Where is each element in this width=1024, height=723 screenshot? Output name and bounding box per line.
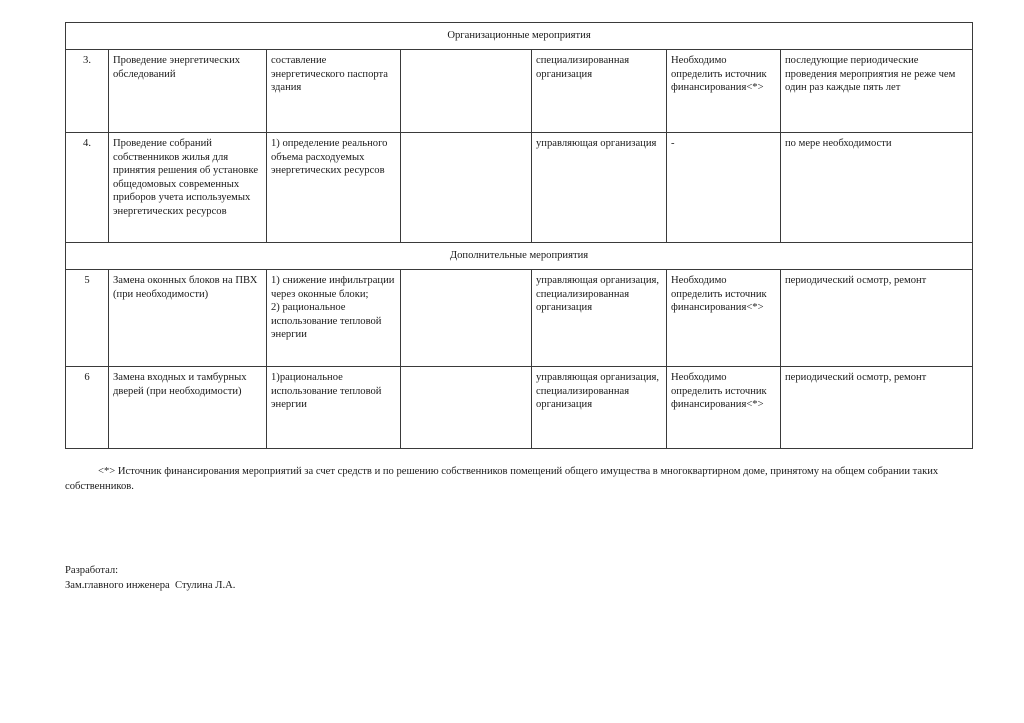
timing-cell: по мере необходимости bbox=[781, 133, 973, 243]
effect-cell bbox=[401, 133, 532, 243]
section-title: Организационные мероприятия bbox=[66, 23, 973, 50]
financing-footnote: <*> Источник финансирования мероприятий за счет средств и по решению собственников помещений общего имущества в многоквартирном доме, принятому на общем собрании таких собственников. bbox=[65, 466, 939, 492]
executor-cell: управляющая организация, специализированная организация bbox=[532, 270, 667, 367]
section-title: Дополнительные мероприятия bbox=[66, 243, 973, 270]
content-cell: составление энергетического паспорта здания bbox=[267, 50, 401, 133]
measure-cell: Замена входных и тамбурных дверей (при необходимости) bbox=[109, 367, 267, 449]
measure-cell: Замена оконных блоков на ПВХ (при необходимости) bbox=[109, 270, 267, 367]
measures-table bbox=[65, 22, 973, 449]
financing-cell: Необходимо определить источник финансирования<*> bbox=[667, 367, 781, 449]
signoff-person: Зам.главного инженера Стулина Л.А. bbox=[65, 580, 236, 591]
executor-cell: управляющая организация bbox=[532, 133, 667, 243]
timing-cell: последующие периодические проведения мероприятия не реже чем один раз каждые пять лет bbox=[781, 50, 973, 133]
row-number: 6 bbox=[66, 367, 109, 449]
financing-cell: - bbox=[667, 133, 781, 243]
effect-cell bbox=[401, 367, 532, 449]
table-row bbox=[66, 367, 973, 449]
financing-cell: Необходимо определить источник финансирования<*> bbox=[667, 270, 781, 367]
effect-cell bbox=[401, 270, 532, 367]
table-row bbox=[66, 270, 973, 367]
executor-cell: управляющая организация, специализированная организация bbox=[532, 367, 667, 449]
table-row bbox=[66, 50, 973, 133]
section-row-additional bbox=[66, 243, 973, 270]
section-row-organizational bbox=[66, 23, 973, 50]
row-number: 5 bbox=[66, 270, 109, 367]
executor-cell: специализированная организация bbox=[532, 50, 667, 133]
content-cell: 1) определение реального объема расходуемых энергетических ресурсов bbox=[267, 133, 401, 243]
timing-cell: периодический осмотр, ремонт bbox=[781, 367, 973, 449]
content-cell: 1) снижение инфильтрации через оконные блоки; 2) рациональное использование тепловой энергии bbox=[267, 270, 401, 367]
row-number: 4. bbox=[66, 133, 109, 243]
measure-cell: Проведение энергетических обследований bbox=[109, 50, 267, 133]
signoff-label: Разработал: bbox=[65, 565, 119, 576]
measure-cell: Проведение собраний собственников жилья для принятия решения об установке общедомовых современных приборов учета используемых энергетических ресурсов bbox=[109, 133, 267, 243]
effect-cell bbox=[401, 50, 532, 133]
financing-cell: Необходимо определить источник финансирования<*> bbox=[667, 50, 781, 133]
table-row bbox=[66, 133, 973, 243]
row-number: 3. bbox=[66, 50, 109, 133]
signoff-block bbox=[65, 563, 235, 593]
timing-cell: периодический осмотр, ремонт bbox=[781, 270, 973, 367]
content-cell: 1)рациональное использование тепловой энергии bbox=[267, 367, 401, 449]
